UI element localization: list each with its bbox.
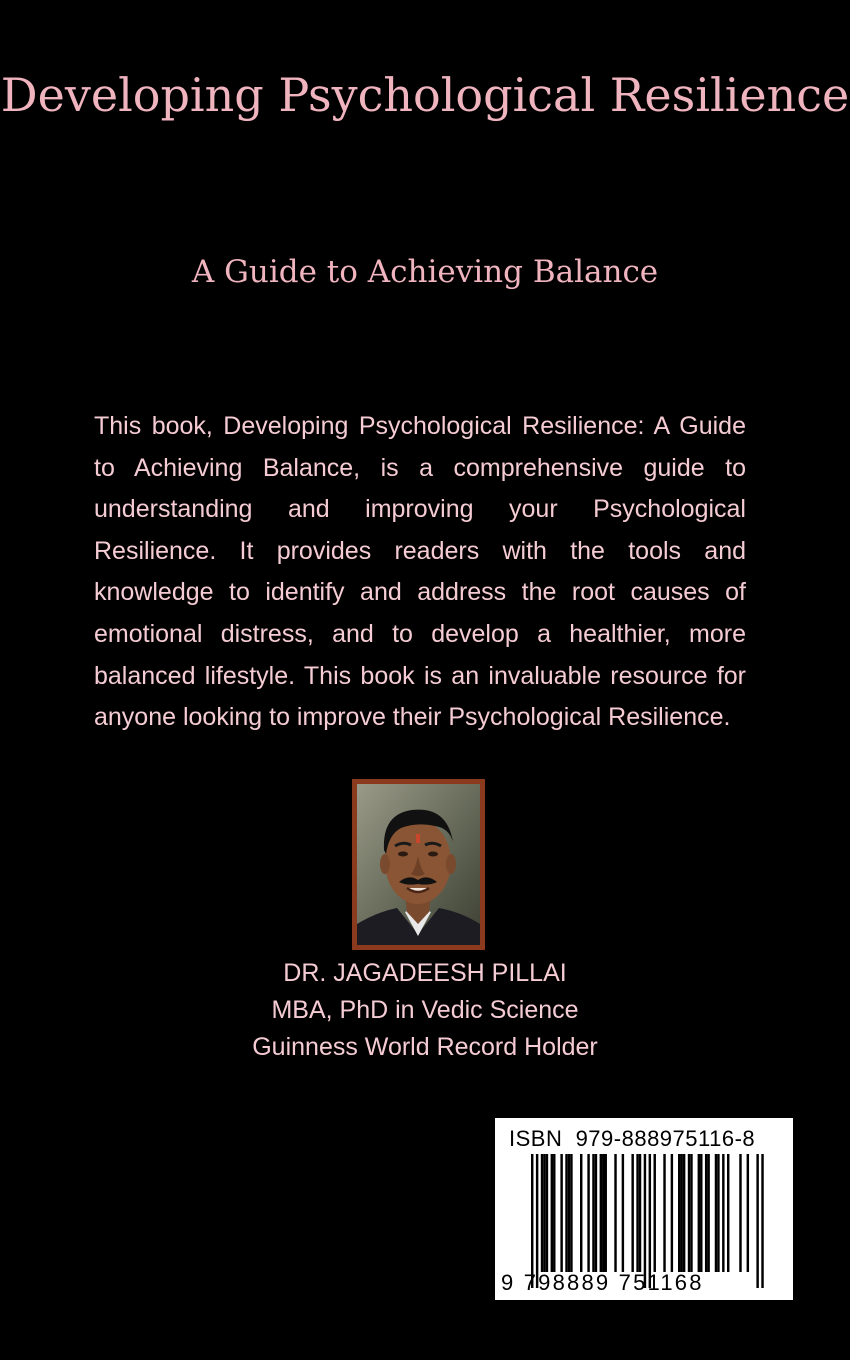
barcode-bar xyxy=(587,1154,589,1272)
barcode-bar xyxy=(688,1154,690,1272)
barcode-bar xyxy=(570,1154,572,1272)
barcode-bar xyxy=(722,1154,724,1272)
barcode-bar xyxy=(595,1154,597,1272)
barcode-bar xyxy=(644,1154,646,1288)
author-portrait-image xyxy=(357,784,480,945)
barcode-bar xyxy=(614,1154,616,1272)
barcode-bar xyxy=(690,1154,692,1272)
author-photo xyxy=(352,779,485,950)
book-description: This book, Developing Psychological Resilience: A Guide to Achieving Balance, is a comprehensive guide to understanding and improving your Psychological Resilience. It provides readers with the tools and knowledge to identify and address the root causes of emotional distress, and to develop a healthier, more balanced lifestyle. This book is an invaluable resource for anyone looking to improve their Psychological Resilience. xyxy=(94,412,746,732)
isbn-label: ISBN 979-888975116-8 xyxy=(509,1126,756,1151)
barcode-bar xyxy=(546,1154,548,1272)
barcode-bar xyxy=(639,1154,641,1272)
barcode-bar xyxy=(560,1154,562,1272)
barcode-bar xyxy=(600,1154,602,1272)
barcode-bar xyxy=(543,1154,545,1272)
barcode-bar xyxy=(678,1154,680,1272)
book-subtitle: A Guide to Achieving Balance xyxy=(191,254,659,290)
barcode-bar xyxy=(592,1154,594,1272)
barcode-bar xyxy=(568,1154,570,1272)
barcode-bar xyxy=(541,1154,543,1272)
barcode-bar xyxy=(683,1154,685,1272)
barcode-bar xyxy=(654,1154,656,1272)
barcode-bar xyxy=(602,1154,604,1272)
barcode-bar xyxy=(707,1154,709,1272)
barcode-bar xyxy=(698,1154,700,1272)
isbn-barcode xyxy=(495,1118,793,1300)
barcode-bar xyxy=(727,1154,729,1272)
barcode-bar xyxy=(663,1154,665,1272)
barcode-bar xyxy=(553,1154,555,1272)
author-block xyxy=(0,955,850,1066)
barcode-bar xyxy=(622,1154,624,1272)
barcode-bar xyxy=(739,1154,741,1272)
barcode-bar xyxy=(551,1154,553,1272)
author-distinction: Guinness World Record Holder xyxy=(252,1033,598,1061)
barcode-digits: 9 798889 751168 xyxy=(501,1270,704,1295)
barcode-bar xyxy=(747,1154,749,1272)
barcode-bar xyxy=(565,1154,567,1272)
barcode-bar xyxy=(680,1154,682,1272)
barcode-bar xyxy=(531,1154,533,1288)
barcode-bar xyxy=(756,1154,758,1288)
barcode-bar xyxy=(649,1154,651,1288)
barcode-bar xyxy=(580,1154,582,1272)
barcode-bar xyxy=(717,1154,719,1272)
author-name: DR. JAGADEESH PILLAI xyxy=(283,959,567,987)
barcode-bar xyxy=(631,1154,633,1272)
barcode-bar xyxy=(536,1154,538,1288)
barcode-bar xyxy=(715,1154,717,1272)
barcode-bar xyxy=(636,1154,638,1272)
barcode-bar xyxy=(700,1154,702,1272)
author-credentials: MBA, PhD in Vedic Science xyxy=(271,996,579,1024)
book-title: Developing Psychological Resilience xyxy=(0,68,850,122)
barcode-bar xyxy=(705,1154,707,1272)
barcode-bar xyxy=(761,1154,763,1288)
barcode-bar xyxy=(605,1154,607,1272)
barcode-bar xyxy=(671,1154,673,1272)
